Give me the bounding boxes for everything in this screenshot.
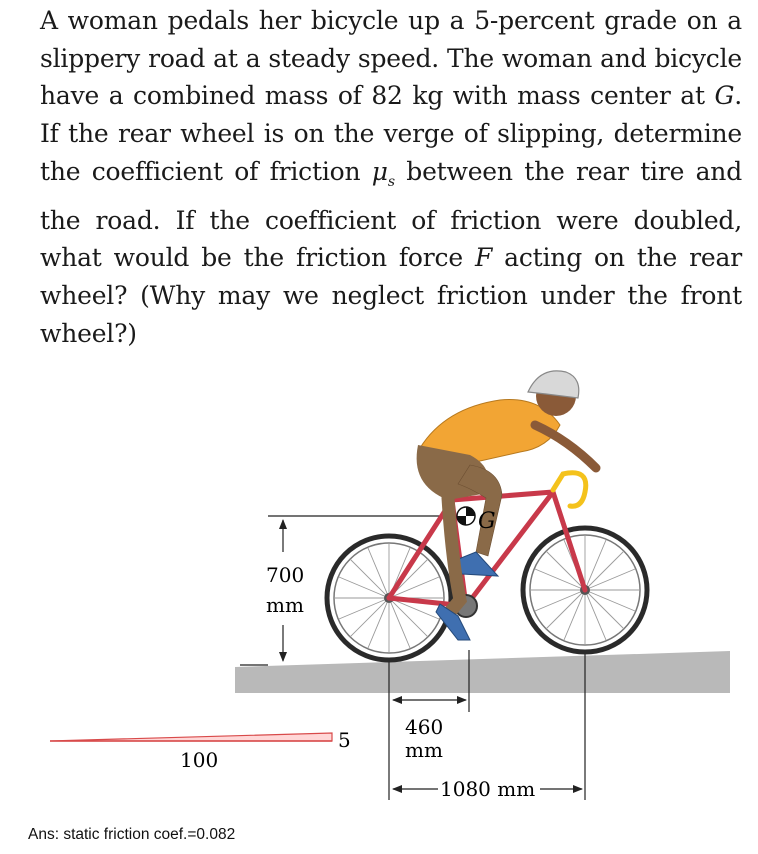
var-mu: $\mu_s$ [371,156,395,190]
height-unit: mm [266,593,304,617]
mass-center-symbol [457,507,475,525]
problem-text-3: between the rear tire and the road. If the coefficient of friction were doubled, what would be the friction force [40,156,743,273]
problem-text-2: . If the rear wheel is on the verge of slipping, determine the coefficient of friction [40,81,742,186]
rear-distance-unit: mm [405,738,443,762]
var-g: G [714,81,735,111]
slope-indicator [50,733,332,741]
slope-rise: 5 [338,728,351,752]
answer-note: Ans: static friction coef.=0.082 [28,826,236,843]
problem-text-4: acting on the rear wheel? (Why may we neglect friction under the front wheel?) [40,243,742,348]
bicycle-figure [0,340,758,820]
var-f: F [474,243,493,273]
slope-run: 100 [180,748,219,772]
problem-text-1: A woman pedals her bicycle up a 5-percent grade on a slippery road at a steady speed. The woman and bicycle have a combined mass of 82 kg with mass center at [40,6,742,111]
cg-label: G [478,509,496,534]
wheelbase-label: 1080 mm [440,777,536,801]
height-value: 700 [266,563,305,587]
rear-distance-value: 460 [405,715,444,739]
problem-statement [40,2,742,352]
road-incline [235,651,730,693]
